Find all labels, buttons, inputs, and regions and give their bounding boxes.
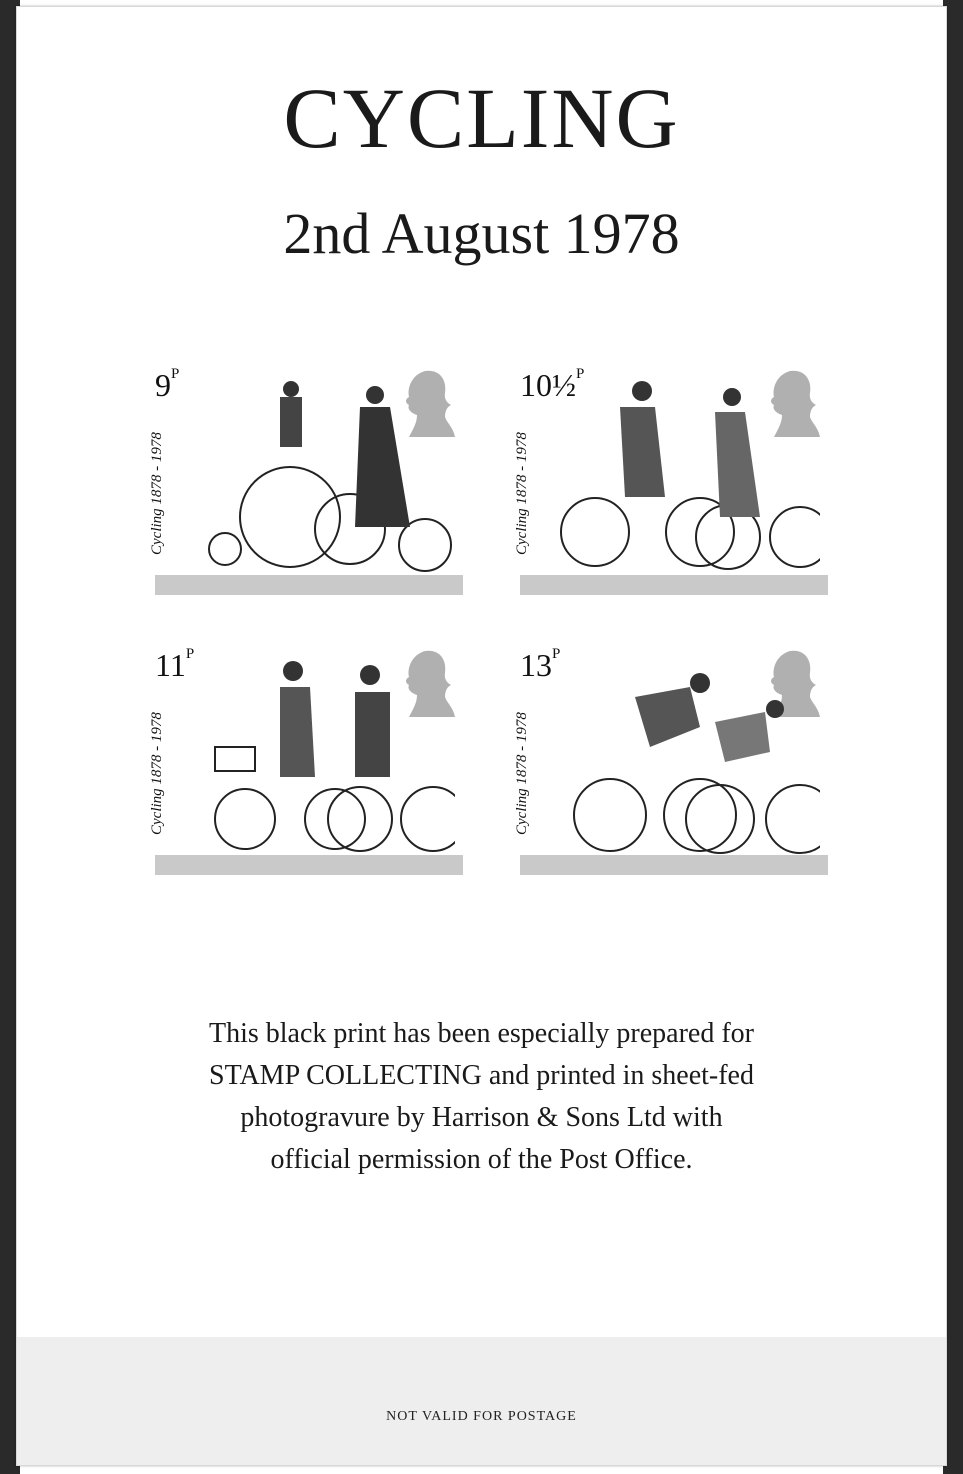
- stamp-ground: [520, 855, 828, 875]
- stamp-value: $9^P$: [155, 366, 180, 403]
- stamp-value: 10½$^P$: [520, 366, 585, 403]
- stamp-caption: Cycling 1878 - 1978: [149, 432, 165, 555]
- stamp-caption: Cycling 1878 - 1978: [514, 432, 530, 555]
- penny-farthing-icon: [185, 367, 455, 575]
- stamp-value: $11^P$: [155, 646, 195, 683]
- stamp-10-half-p: [514, 365, 828, 595]
- stamp-11p: [149, 645, 463, 875]
- sheet-title: CYCLING: [283, 70, 680, 166]
- print-note: [17, 1013, 946, 1181]
- stamp-ground: [155, 575, 463, 595]
- print-note-line: This black print has been especially prepared for: [208, 1018, 754, 1049]
- print-note-line: photogravure by Harrison & Sons Ltd with: [240, 1102, 723, 1133]
- safety-bicycle-icon: [550, 367, 820, 575]
- stamp-9p: [149, 365, 463, 595]
- stamp-ground: [520, 575, 828, 595]
- print-note-line: STAMP COLLECTING and printed in sheet-fed: [209, 1060, 754, 1091]
- footer-band: [17, 1337, 946, 1465]
- stamp-ground: [155, 855, 463, 875]
- print-note-line: official permission of the Post Office.: [270, 1144, 693, 1175]
- stamp-caption: Cycling 1878 - 1978: [514, 712, 530, 835]
- racing-cyclists-icon: [550, 647, 820, 855]
- souvenir-sheet: [16, 6, 947, 1466]
- issue-date: 2nd August 1978: [283, 201, 680, 266]
- stamp-13p: [514, 645, 828, 875]
- stamp-value: $13^P$: [520, 646, 561, 683]
- young-couple-bicycles-icon: [185, 647, 455, 855]
- stamp-caption: Cycling 1878 - 1978: [149, 712, 165, 835]
- footer-text: NOT VALID FOR POSTAGE: [386, 1409, 577, 1424]
